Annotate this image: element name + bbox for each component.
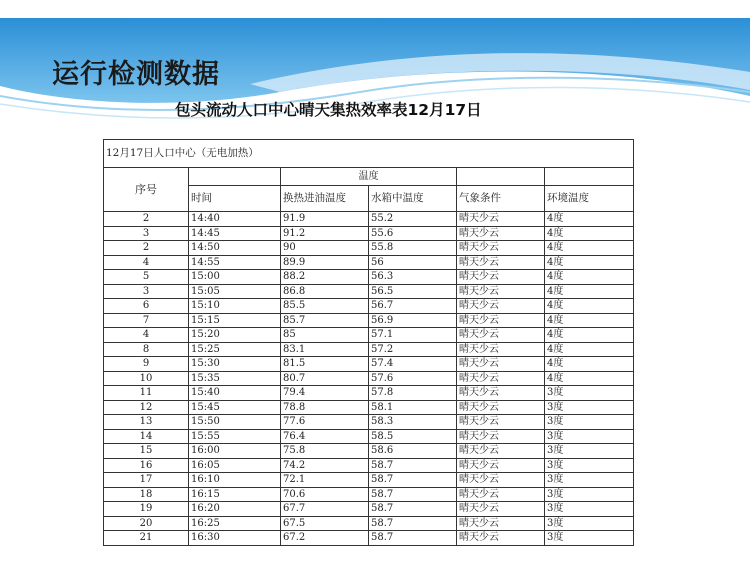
- cell-ambient-temp: 3度: [545, 444, 634, 459]
- cell-seq: 4: [104, 328, 189, 343]
- cell-tank-temp: 58.1: [369, 400, 457, 415]
- cell-inlet-temp: 74.2: [281, 458, 369, 473]
- cell-time: 15:35: [189, 371, 281, 386]
- cell-ambient-temp: 3度: [545, 487, 634, 502]
- cell-seq: 9: [104, 357, 189, 372]
- cell-inlet-temp: 85.7: [281, 313, 369, 328]
- cell-weather: 晴天少云: [457, 226, 545, 241]
- cell-inlet-temp: 83.1: [281, 342, 369, 357]
- cell-seq: 19: [104, 502, 189, 517]
- cell-seq: 5: [104, 270, 189, 285]
- cell-weather: 晴天少云: [457, 458, 545, 473]
- header-inlet-temp: 换热进油温度: [281, 186, 369, 212]
- cell-time: 14:55: [189, 255, 281, 270]
- table-row: [104, 212, 634, 227]
- cell-tank-temp: 55.8: [369, 241, 457, 256]
- cell-weather: 晴天少云: [457, 531, 545, 546]
- cell-weather: 晴天少云: [457, 502, 545, 517]
- cell-inlet-temp: 81.5: [281, 357, 369, 372]
- cell-time: 15:05: [189, 284, 281, 299]
- cell-weather: 晴天少云: [457, 313, 545, 328]
- cell-seq: 3: [104, 226, 189, 241]
- cell-time: 15:20: [189, 328, 281, 343]
- cell-weather: 晴天少云: [457, 255, 545, 270]
- table-row: [104, 415, 634, 430]
- table-row: [104, 531, 634, 546]
- cell-weather: 晴天少云: [457, 328, 545, 343]
- cell-tank-temp: 58.7: [369, 531, 457, 546]
- table-row: [104, 502, 634, 517]
- cell-weather: 晴天少云: [457, 473, 545, 488]
- cell-time: 15:45: [189, 400, 281, 415]
- cell-ambient-temp: 4度: [545, 241, 634, 256]
- cell-seq: 20: [104, 516, 189, 531]
- cell-ambient-temp: 4度: [545, 371, 634, 386]
- cell-seq: 12: [104, 400, 189, 415]
- cell-inlet-temp: 78.8: [281, 400, 369, 415]
- cell-inlet-temp: 79.4: [281, 386, 369, 401]
- cell-weather: 晴天少云: [457, 400, 545, 415]
- cell-ambient-temp: 3度: [545, 429, 634, 444]
- cell-inlet-temp: 86.8: [281, 284, 369, 299]
- cell-seq: 21: [104, 531, 189, 546]
- cell-time: 15:25: [189, 342, 281, 357]
- table-row: [104, 342, 634, 357]
- cell-time: 16:30: [189, 531, 281, 546]
- cell-weather: 晴天少云: [457, 270, 545, 285]
- cell-tank-temp: 56.9: [369, 313, 457, 328]
- cell-time: 15:00: [189, 270, 281, 285]
- cell-ambient-temp: 3度: [545, 458, 634, 473]
- cell-inlet-temp: 72.1: [281, 473, 369, 488]
- cell-weather: 晴天少云: [457, 284, 545, 299]
- header-empty: [545, 168, 634, 186]
- cell-weather: 晴天少云: [457, 386, 545, 401]
- cell-inlet-temp: 75.8: [281, 444, 369, 459]
- cell-inlet-temp: 91.2: [281, 226, 369, 241]
- sheet-title: 12月17日人口中心（无电加热）: [104, 140, 634, 168]
- cell-ambient-temp: 3度: [545, 386, 634, 401]
- table-row: [104, 458, 634, 473]
- table-row: [104, 328, 634, 343]
- table-row: [104, 516, 634, 531]
- cell-time: 15:15: [189, 313, 281, 328]
- cell-ambient-temp: 3度: [545, 516, 634, 531]
- cell-ambient-temp: 4度: [545, 313, 634, 328]
- cell-tank-temp: 56.7: [369, 299, 457, 314]
- cell-inlet-temp: 67.2: [281, 531, 369, 546]
- table-row: [104, 226, 634, 241]
- header-ambient-temp: 环境温度: [545, 186, 634, 212]
- cell-weather: 晴天少云: [457, 241, 545, 256]
- cell-tank-temp: 58.7: [369, 473, 457, 488]
- cell-tank-temp: 58.3: [369, 415, 457, 430]
- table-row: [104, 429, 634, 444]
- cell-seq: 8: [104, 342, 189, 357]
- cell-ambient-temp: 4度: [545, 255, 634, 270]
- header-temp-group: 温度: [281, 168, 457, 186]
- cell-tank-temp: 57.1: [369, 328, 457, 343]
- header-time: 时间: [189, 186, 281, 212]
- cell-ambient-temp: 3度: [545, 502, 634, 517]
- slide-title: 运行检测数据: [52, 59, 220, 90]
- cell-weather: 晴天少云: [457, 371, 545, 386]
- cell-seq: 17: [104, 473, 189, 488]
- table-row: [104, 357, 634, 372]
- cell-inlet-temp: 80.7: [281, 371, 369, 386]
- cell-weather: 晴天少云: [457, 299, 545, 314]
- cell-time: 16:00: [189, 444, 281, 459]
- cell-seq: 7: [104, 313, 189, 328]
- cell-ambient-temp: 3度: [545, 531, 634, 546]
- table-row: [104, 473, 634, 488]
- cell-inlet-temp: 76.4: [281, 429, 369, 444]
- cell-tank-temp: 58.5: [369, 429, 457, 444]
- cell-ambient-temp: 4度: [545, 270, 634, 285]
- cell-seq: 18: [104, 487, 189, 502]
- cell-time: 16:20: [189, 502, 281, 517]
- header-tank-temp: 水箱中温度: [369, 186, 457, 212]
- cell-seq: 2: [104, 241, 189, 256]
- cell-tank-temp: 58.7: [369, 502, 457, 517]
- cell-time: 14:50: [189, 241, 281, 256]
- header-empty: [457, 168, 545, 186]
- cell-inlet-temp: 91.9: [281, 212, 369, 227]
- cell-seq: 6: [104, 299, 189, 314]
- cell-seq: 10: [104, 371, 189, 386]
- cell-seq: 16: [104, 458, 189, 473]
- cell-inlet-temp: 85.5: [281, 299, 369, 314]
- table-row: [104, 487, 634, 502]
- cell-time: 15:30: [189, 357, 281, 372]
- table-row: [104, 255, 634, 270]
- cell-time: 15:50: [189, 415, 281, 430]
- cell-weather: 晴天少云: [457, 429, 545, 444]
- cell-tank-temp: 58.7: [369, 516, 457, 531]
- cell-time: 16:25: [189, 516, 281, 531]
- cell-weather: 晴天少云: [457, 212, 545, 227]
- cell-time: 15:10: [189, 299, 281, 314]
- cell-ambient-temp: 4度: [545, 284, 634, 299]
- table-row: [104, 270, 634, 285]
- cell-tank-temp: 58.7: [369, 458, 457, 473]
- cell-tank-temp: 56.3: [369, 270, 457, 285]
- cell-time: 14:40: [189, 212, 281, 227]
- cell-inlet-temp: 88.2: [281, 270, 369, 285]
- cell-time: 15:55: [189, 429, 281, 444]
- cell-inlet-temp: 90: [281, 241, 369, 256]
- cell-seq: 14: [104, 429, 189, 444]
- cell-weather: 晴天少云: [457, 357, 545, 372]
- cell-tank-temp: 57.8: [369, 386, 457, 401]
- data-table: [103, 139, 634, 546]
- cell-time: 15:40: [189, 386, 281, 401]
- cell-weather: 晴天少云: [457, 342, 545, 357]
- cell-ambient-temp: 3度: [545, 400, 634, 415]
- table-row: [104, 313, 634, 328]
- table-row: [104, 241, 634, 256]
- cell-ambient-temp: 4度: [545, 357, 634, 372]
- cell-inlet-temp: 67.7: [281, 502, 369, 517]
- cell-weather: 晴天少云: [457, 415, 545, 430]
- cell-weather: 晴天少云: [457, 516, 545, 531]
- table-row: [104, 400, 634, 415]
- cell-seq: 15: [104, 444, 189, 459]
- table-row: [104, 444, 634, 459]
- cell-time: 16:05: [189, 458, 281, 473]
- table-row: [104, 371, 634, 386]
- cell-tank-temp: 56.5: [369, 284, 457, 299]
- header-seq: 序号: [104, 168, 189, 212]
- cell-inlet-temp: 77.6: [281, 415, 369, 430]
- cell-tank-temp: 55.6: [369, 226, 457, 241]
- cell-tank-temp: 57.4: [369, 357, 457, 372]
- cell-inlet-temp: 70.6: [281, 487, 369, 502]
- table-row: [104, 284, 634, 299]
- cell-time: 16:15: [189, 487, 281, 502]
- cell-ambient-temp: 3度: [545, 473, 634, 488]
- cell-inlet-temp: 85: [281, 328, 369, 343]
- table-row: [104, 299, 634, 314]
- cell-tank-temp: 58.6: [369, 444, 457, 459]
- cell-time: 16:10: [189, 473, 281, 488]
- header-empty: [189, 168, 281, 186]
- cell-seq: 3: [104, 284, 189, 299]
- cell-tank-temp: 57.6: [369, 371, 457, 386]
- cell-ambient-temp: 4度: [545, 299, 634, 314]
- cell-inlet-temp: 89.9: [281, 255, 369, 270]
- cell-tank-temp: 57.2: [369, 342, 457, 357]
- cell-seq: 4: [104, 255, 189, 270]
- cell-inlet-temp: 67.5: [281, 516, 369, 531]
- cell-seq: 2: [104, 212, 189, 227]
- cell-time: 14:45: [189, 226, 281, 241]
- cell-seq: 11: [104, 386, 189, 401]
- header-weather: 气象条件: [457, 186, 545, 212]
- cell-tank-temp: 58.7: [369, 487, 457, 502]
- cell-ambient-temp: 4度: [545, 342, 634, 357]
- cell-ambient-temp: 4度: [545, 328, 634, 343]
- cell-ambient-temp: 3度: [545, 415, 634, 430]
- cell-tank-temp: 56: [369, 255, 457, 270]
- cell-ambient-temp: 4度: [545, 226, 634, 241]
- table-caption: 包头流动人口中心晴天集热效率表12月17日: [175, 101, 482, 119]
- cell-weather: 晴天少云: [457, 487, 545, 502]
- table-row: [104, 386, 634, 401]
- cell-ambient-temp: 4度: [545, 212, 634, 227]
- cell-seq: 13: [104, 415, 189, 430]
- cell-weather: 晴天少云: [457, 444, 545, 459]
- cell-tank-temp: 55.2: [369, 212, 457, 227]
